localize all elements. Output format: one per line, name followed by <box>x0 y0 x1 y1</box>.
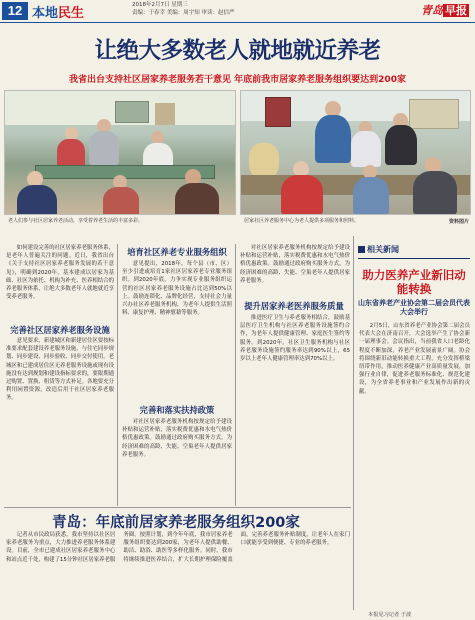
qingdao-banner-headline: 青岛：年底前居家养老服务组织200家 <box>52 515 300 531</box>
related-rule <box>358 258 470 259</box>
photo-elderly-activity <box>4 90 236 215</box>
column-divider <box>117 244 118 506</box>
main-headline: 让绝大多数老人就地就近养老 <box>94 38 381 64</box>
column-divider <box>235 244 236 506</box>
photo-strip <box>4 90 471 232</box>
related-article-body <box>359 322 470 607</box>
intro-paragraph: 如何建设完善的社区居家养老服务体系，是老年人普遍关注的问题。近日，我省出台《关于支持社区居家养老服务发展的若干意见》，明确到2020年，基本建成以居家为基础、社区为依托、机构为补充、医养相结合的养老服务体系，让绝大多数老年人就地就近享受养老服务。 <box>6 245 114 301</box>
paragraph-organizations: 意见提出，2018年，每个县（市、区）至少引进或培育1家社区居家养老专业服务组织。到2020年底，力争实现专业服务组织运营的社区居家养老服务设施占比达到50%以上。鼓励连锁化、品牌化经营，支持社会力量兴办社区养老服务机构，为老年人提供生活照料、康复护理、精神慰藉等服务。 <box>122 261 232 317</box>
paragraph-qingdao: 记者从市民政局获悉，我市坚持以社区居家养老服务为重点，大力推进养老服务体系建设。目前，全市已建成社区居家养老服务中心和站点近千处，构建了15分钟社区居家养老服务圈。按照计划，到今年年底，我市居家养老服务组织要达到200家，为老年人提供助餐、助洁、助浴、助医等多样化服务。同时，我市将继续推进医养结合，扩大长期护理保险覆盖面，完善养老服务补贴制度，让老年人在家门口就能享受到便捷、专业的养老服务。 <box>6 532 350 563</box>
article-column-3 <box>240 314 350 506</box>
related-headline: 助力医养产业新旧动能转换 <box>362 268 466 296</box>
section-title-b: 民生 <box>58 6 85 21</box>
paragraph-continued: 对社区居家养老服务机构按规定给予建设补贴和运营补贴，落实税费优惠和水电气热价格优惠政策。鼓励通过政府购买服务方式，为经济困难的高龄、失能、空巢老年人提供居家养老服务。 <box>240 245 350 284</box>
column-divider <box>353 236 354 610</box>
qingdao-article-body <box>6 531 350 615</box>
logo-text-b: 早报 <box>445 4 467 17</box>
page-header <box>0 0 475 22</box>
related-paragraph: 2月5日，山东省养老产业协会第二届会员代表大会在济南召开，大会选举产生了协会新一届理事会。会议指出，当前我省人口老龄化程度不断加深，养老产业发展前景广阔。协会将围绕新旧动能转换重大工程，充分发挥桥梁纽带作用，推动医养健康产业高质量发展，加强行业自律，促进养老服务标准化、规范化建设，为全省养老事业和产业发展作出新的贡献。 <box>359 323 470 395</box>
article-column-2b <box>122 418 232 506</box>
editor-line: 责编：于春幸 美编：周宇知 审读：赵信严 <box>132 10 235 16</box>
section-rule <box>4 507 351 508</box>
photo-care-center <box>240 90 471 215</box>
issue-meta <box>132 1 235 17</box>
article-intro <box>6 244 114 322</box>
square-bullet-icon <box>358 246 365 253</box>
photo-caption-right: 居家社区养老服务中心为老人提供多项服务和照料。 <box>244 218 360 224</box>
sub-headline: 我省出台支持社区居家养老服务若干意见 年底前我市居家养老服务组织要达到200家 <box>69 75 406 85</box>
related-subheadline: 山东省养老产业协会第二届会员代表大会举行 <box>358 299 470 316</box>
article-column-2 <box>122 260 232 398</box>
paragraph-integration: 推进医疗卫生与养老服务相结合，鼓励基层医疗卫生机构与社区养老服务设施签约合作，为老年人提供健康管理、家庭医生签约等服务。到2020年，社区卫生服务机构与社区养老服务设施签约服务率达到90%以上，65岁以上老年人健康管理率达到70%以上。 <box>240 315 350 363</box>
newspaper-logo <box>421 2 469 18</box>
related-news-tag <box>358 244 399 255</box>
article-column-3a <box>240 244 350 292</box>
paragraph-facilities: 意见要求，新建城区和新建居住区要按标准要求配套建设养老服务设施，与住宅同步规划、同步建设、同步验收、同步交付使用。老城区和已建成居住区无养老服务设施或现有设施没有达到规划和建设指标要求的，要限期通过购置、置换、租赁等方式补足。各地要充分利用闲置资源，改造后用于社区居家养老服务。 <box>6 338 114 402</box>
page-number: 12 <box>2 2 28 20</box>
related-news-label: 相关新闻 <box>367 245 399 254</box>
subhead-integration: 提升居家养老医养服务质量 <box>244 301 344 311</box>
date-line: 2018年2月7日 星期三 <box>132 2 188 8</box>
subhead-support: 完善和落实扶持政策 <box>139 405 215 415</box>
section-title <box>32 2 84 21</box>
photo-caption-left: 老人们参与社区居家养老活动，享受着养老生活的丰富多彩。 <box>8 218 144 224</box>
subhead-organizations: 培育社区养老专业服务组织 <box>127 247 227 257</box>
logo-text-a: 青岛 <box>421 4 443 17</box>
article-column-1 <box>6 337 114 506</box>
subhead-facilities: 完善社区居家养老服务设施 <box>10 325 110 335</box>
header-rule <box>0 22 475 23</box>
photo-credit: 资料图片 <box>448 219 469 225</box>
section-title-a: 本地 <box>32 6 59 21</box>
reporter-byline: 本报见习记者 于波 <box>368 612 412 618</box>
paragraph-support: 对社区居家养老服务机构按规定给予建设补贴和运营补贴，落实税费优惠和水电气热价格优惠政策。鼓励通过政府购买服务方式，为经济困难的高龄、失能、空巢老年人提供居家养老服务。 <box>122 419 232 458</box>
